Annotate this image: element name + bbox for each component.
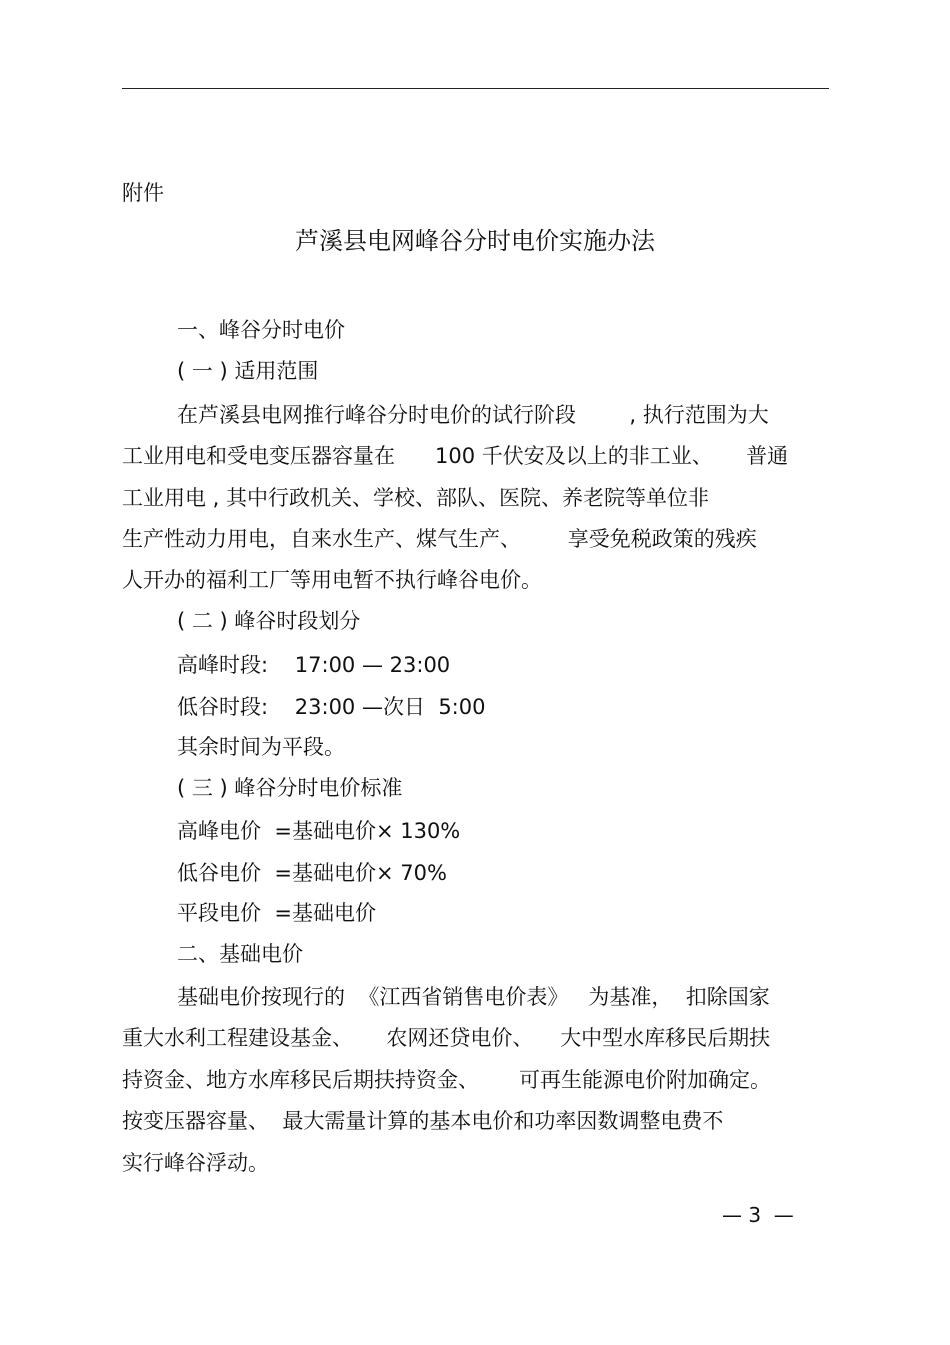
paragraph-line: 其余时间为平段。 (177, 735, 345, 759)
time-period-line: 高峰时段: 17:00 — 23:00 (177, 653, 451, 677)
subsection-heading: ( 二 ) 峰谷时段划分 (177, 609, 361, 633)
paragraph-line: 基础电价按现行的 《江西省销售电价表》 为基准， 扣除国家 (177, 985, 770, 1009)
paragraph-line: 实行峰谷浮动。 (122, 1151, 269, 1175)
paragraph-line: 在芦溪县电网推行峰谷分时电价的试行阶段 , 执行范围为大 (177, 403, 769, 427)
page-number: — 3 — (722, 1203, 794, 1227)
price-formula-line: 平段电价 =基础电价 (177, 901, 376, 925)
paragraph-line: 持资金、地方水库移民后期扶持资金、 可再生能源电价附加确定。 (122, 1068, 772, 1092)
paragraph-line: 人开办的福利工厂等用电暂不执行峰谷电价。 (122, 568, 542, 592)
price-formula-line: 低谷电价 =基础电价× 70% (177, 861, 447, 885)
header-rule (122, 88, 829, 89)
document-title: 芦溪县电网峰谷分时电价实施办法 (295, 227, 655, 255)
subsection-heading: ( 三 ) 峰谷分时电价标准 (177, 776, 403, 800)
subsection-heading: ( 一 ) 适用范围 (177, 359, 319, 383)
paragraph-line: 重大水利工程建设基金、 农网还贷电价、 大中型水库移民后期扶 (122, 1026, 771, 1050)
time-period-line: 低谷时段: 23:00 —次日 5:00 (177, 695, 486, 719)
paragraph-line: 按变压器容量、 最大需量计算的基本电价和功率因数调整电费不 (122, 1109, 724, 1133)
attachment-label: 附件 (122, 181, 164, 205)
paragraph-line: 工业用电 , 其中行政机关、学校、部队、医院、养老院等单位非 (122, 486, 710, 510)
paragraph-line: 生产性动力用电，自来水生产、煤气生产、 享受免税政策的残疾 (122, 527, 757, 551)
paragraph-line: 工业用电和受电变压器容量在 100 千伏安及以上的非工业、 普通 (122, 444, 789, 468)
price-formula-line: 高峰电价 =基础电价× 130% (177, 819, 461, 843)
section-heading: 一、峰谷分时电价 (177, 318, 345, 342)
section-heading: 二、基础电价 (177, 942, 303, 966)
